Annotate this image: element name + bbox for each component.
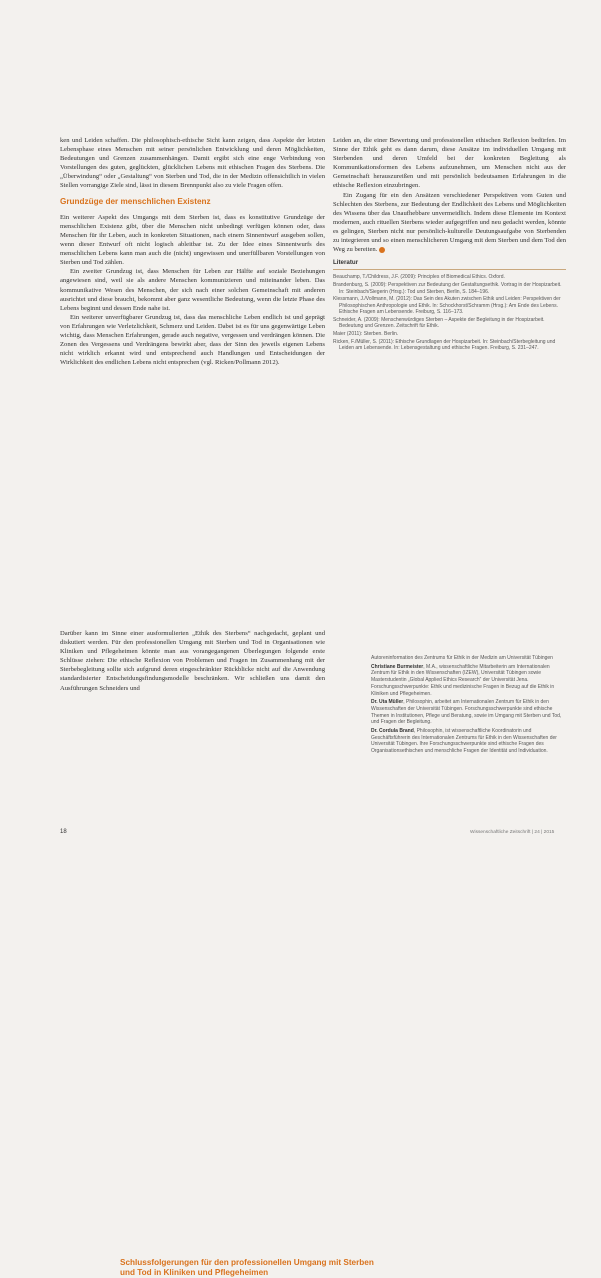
literature-item: Brandenburg, S. (2009): Perspektiven zur Bedeutung der Gestaltungsethik. Vortrag in der Hospizarbeit. In: Steinbach/Siegerin (Hrsg.): Tod und Sterben, Berlin, S. 184–196.: [333, 281, 562, 295]
literature-item: Klessmann, J./Vollmann, M. (2012): Das Sein des Akuten zwischen Ethik und Leiden: Perspektiven der Philosophischen Anthropologie und Ethik. In: Schockhorst/Schramm (Hrsg.): Am Ende des Lebens. Ethische Fragen am Lebensende. Freiburg, S. 116–173.: [333, 296, 561, 316]
paragraph: Ein weiterer unverfügbarer Grundzug ist, dass das menschliche Leben endlich ist und geprägt von Erfahrungen wie Verletzlichkeit, Schmerz und Leiden. Dabei ist es für uns gegenwärtige Leben wichtig, dass Menschen Erfahrungen, gerade auch negative, vergessen und verdrängen können. Die Zonen des Vergessens und Verdrängens bewirkt aber, dass der Sinn des jeweils eigenen Lebens nicht wirklich erkannt wird und entsprechend auch Handlungen und Entscheidungen der Wirklichkeit des endlichen Lebens nicht entsprechen (vgl. Ricken/Pollmann 2012).: [60, 313, 325, 367]
author-info: [371, 655, 567, 757]
author-entry: [371, 699, 567, 726]
section-heading-existence: Grundzüge der menschlichen Existenz: [60, 196, 211, 206]
paragraph: Ein weiterer Aspekt des Umgangs mit dem Sterben ist, dass es konstitutive Grundzüge der menschlichen Existenz gibt, über die Menschen nicht unbedingt verfügen können oder, dass Menschen für ihr Leben, auch in konkreten Situationen, nach einem Sinnentwurf ausgeben sollen, wenn dieser Entwurf oft nicht logisch ableitbar ist. Zu der Idee eines Sinnentwurfs des menschlichen Lebens kann man auch die (nicht) ungewissen und unerfüllbaren Vorstellungen von Sterben und Tod zählen.: [60, 213, 325, 267]
literature-item: Maier (2011): Sterben. Berlin.: [333, 331, 399, 338]
author-bio: , Philosophin, ist wissenschaftliche Koordinatorin und Geschäftsführerin des Internationalen Zentrums für Ethik in den Wissenschaften der Universität Tübingen. Ihre Forschungsschwerpunkte sind ethische Fragen des Organisationsethischen und menschliche Fragen der Identität und Individuation.: [371, 728, 557, 755]
author-name: Dr. Cordula Brand: [371, 728, 414, 735]
author-bio: , Philosophin, arbeitet am Internationalen Zentrum für Ethik in den Wissenschaften der Universität Tübingen. Forschungsschwerpunkte sind ethische Themen in Institutionen, Pflege und Beratung, sowie im Umgang mit Sterben und Tod, und Fragen der Begleitung.: [371, 699, 562, 726]
author-info-intro: Autoreninformation des Zentrums für Ethik in der Medizin am Universität Tübingen: [371, 655, 553, 661]
literature-item: Beauchamp, T./Childress, J.F. (2009): Principles of Biomedical Ethics. Oxford.: [333, 274, 505, 281]
paragraph: Ein zweiter Grundzug ist, dass Menschen für Leben zur Hälfte auf soziale Beziehungen angewiesen sind, weil sie als andere Menschen kommunizieren und miteinander leben. Das kommunikative Wesen des Menschen, der sich nach einer solchen Gemeinschaft mit anderen ausrichtet und diese braucht, bekommt aber ganz wesentliche Bedeutung, wenn die letzte Phase des Lebens beginnt und dessen Ende nahe ist.: [60, 268, 325, 312]
literature-item: Schneider, A. (2009): Menschenwürdiges Sterben – Aspekte der Begleitung in der Hospizarbeit. Bedeutung und Grenzen. Zeitschrift für Ethik.: [333, 316, 545, 330]
divider: [333, 269, 566, 270]
right-column: [333, 136, 566, 353]
journal-footer: Wissenschaftliche Zeitschrift | 24 | 2015: [470, 830, 555, 835]
page-number: 18: [60, 829, 67, 835]
literature-heading: Literatur: [333, 259, 359, 267]
paragraph: Darüber kann im Sinne einer ausformulierten „Ethik des Sterbens“ nachgedacht, geplant und diskutiert werden. Für den professionellen Umgang mit Sterben und Tod in Organisationen wie Kliniken und Pflegeheimen könnte man aus vorangegangenen Überlegungen folgende erste Schlüsse ziehen: Die ethische Reflexion von Problemen und Fragen im Zusammenhang mit der Sterbebegleitung sollte sich aufgrund deren eingeschränkter Rückblicke nicht auf die Anwendung standardisierter Entscheidungsfindungsmodelle beschränken. Wir schließen uns damit den Ausführungen Schneiders und: [60, 630, 325, 692]
author-bio: , M.A., wissenschaftliche Mitarbeiterin am Internationalen Zentrum für Ethik in den Wissenschaften (IZEW), Universität Tübingen sowie Masterstudentin „Global Applied Ethics Research“ der Universität Jena. Forschungsschwerpunkte: Ethik und medizinische Fragen in Bezug auf die Ethik in Kliniken und Pflegeheimen.: [371, 663, 555, 697]
author-entry: [371, 728, 567, 755]
author-name: Christiane Burmeister: [371, 663, 424, 670]
author-name: Dr. Uta Müller: [371, 699, 404, 706]
section-heading-conclusions: Schlussfolgerungen für den professionellen Umgang mit Sterben und Tod in Kliniken und Pflegeheimen: [120, 1258, 374, 1278]
literature-item: Ricken, F./Müller, S. (2011): Ethische Grundlagen der Hospizarbeit. In: Steinbach/Sterbegleitung und Leiden am Lebensende. In: Lebensgestaltung und ethische Fragen. Freiburg, S. 231–247.: [333, 338, 556, 352]
literature-list: [333, 274, 566, 352]
left-column: [60, 136, 325, 367]
author-entry: [371, 664, 567, 698]
end-of-article-icon: [379, 247, 385, 253]
intro-paragraph: ken und Leiden schaffen. Die philosophisch-ethische Sicht kann zeigen, dass Aspekte der letzten Lebensphase eines Menschen mit seiner persönlichen Entwicklung und deren Möglichkeiten, Bedeutungen und Grenzen zusammenhängen. Damit ergibt sich eine enge Verbindung von Vorstellungen des guten, geglückten, glücklichen Lebens mit ethischen Fragen des Sterbens. Die „Überwindung“ oder „Gestaltung“ von Sterben und Tod, die in der Medizin offensichtlich in vielen Stellen vorrangige Ziele sind, lässt in diesem Brennpunkt also zu viele Fragen offen.: [60, 137, 325, 190]
paragraph: Leiden an, die einer Bewertung und professionellen ethischen Reflexion bedürfen. Im Sinne der Ethik geht es dann darum, diese Ansätze im individuellen Umgang mit Sterbenden und deren Umfeld bei der konkreten Begleitung als Kommunikationsformen des Lebens aufzunehmen, um Menschen nicht aus der Gemeinschaft herauszureißen und mit persönlich bedeutsamen Erfahrungen in die ethische Reflexion einzubringen.: [333, 137, 566, 190]
paragraph: Ein Zugang für ein den Ansätzen verschiedener Perspektiven vom Guten und Schlechten des Sterbens, zur Bedeutung der Endlichkeit des Lebens und Möglichkeiten des Wissens über das Unaufhebbare unvermeidlich. Indem diese Elemente im Kontext modernen, auch rituellen Sterbens wieder aufgegriffen und neu gedacht werden, könnte es gelingen, Sterben nicht nur persönlich-kulturelle Deutungsaufgabe von Sterbenden zu integrieren und so einen menschlicheren Umgang mit dem Sterben und dem Tod den Weg zu bereiten.: [333, 191, 566, 254]
